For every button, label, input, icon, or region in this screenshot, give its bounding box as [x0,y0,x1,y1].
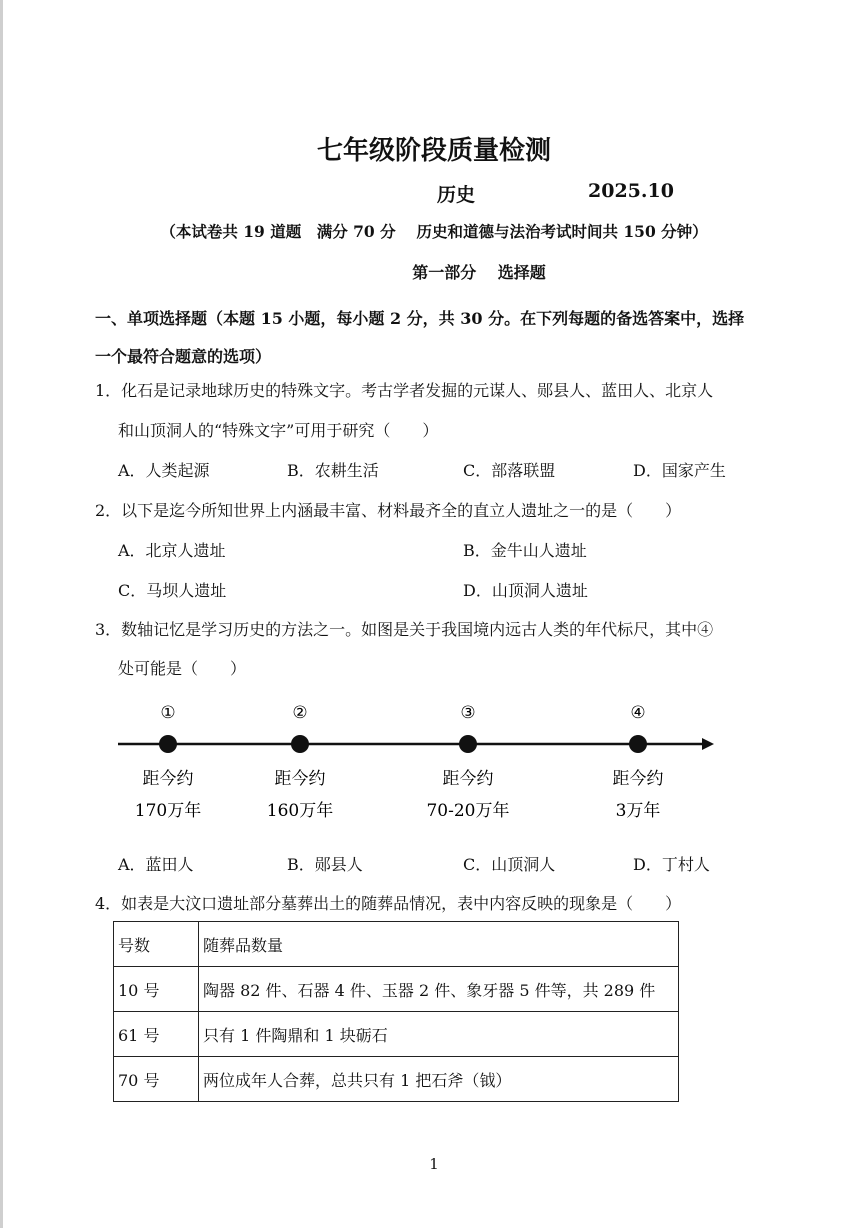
page-edge [0,0,3,1228]
table-cell: 陶器 82 件、石器 4 件、玉器 2 件、象牙器 5 件等，共 289 件 [199,967,679,1012]
exam-note: （本试卷共 19 道题 满分 70 分 历史和道德与法治考试时间共 150 分钟） [160,222,708,241]
part-heading: 第一部分 选择题 [412,263,546,282]
question-1-line-2: 和山顶洞人的“特殊文字”可用于研究（ ） [118,421,439,440]
timeline-dot-4 [629,735,647,753]
timeline-point-2 [267,703,333,821]
question-3-line-1: 3．数轴记忆是学习历史的方法之一。如图是关于我国境内远古人类的年代标尺，其中④ [95,620,714,639]
question-2-option-a: A．北京人遗址 [118,541,226,560]
question-3-line-2: 处可能是（ ） [118,659,247,678]
question-2-option-b: B．金牛山人遗址 [463,541,587,560]
table-header-cell: 随葬品数量 [199,922,679,967]
timeline-figure [110,698,720,833]
table-row [114,967,679,1012]
section-line-2: 一个最符合题意的选项） [95,347,272,366]
question-3-option-c: C．山顶洞人 [463,855,556,874]
question-1-option-a: A．人类起源 [118,461,210,480]
timeline-dot-2 [291,735,309,753]
timeline-num-3: ③ [460,703,476,723]
section-instructions [95,300,744,376]
exam-subject: 历史 [437,184,476,206]
section-line-1: 一、单项选择题（本题 15 小题，每小题 2 分，共 30 分。在下列每题的备选答案中，选择 [95,309,745,328]
table-cell: 只有 1 件陶鼎和 1 块砺石 [199,1012,679,1057]
question-1-line-1: 1．化石是记录地球历史的特殊文字。考古学者发掘的元谋人、郧县人、蓝田人、北京人 [95,381,714,400]
table-cell: 10 号 [114,967,199,1012]
table-cell: 61 号 [114,1012,199,1057]
timeline-label-4b: 3万年 [615,801,661,821]
timeline-label-3a: 距今约 [442,769,494,789]
timeline-point-1 [135,703,201,821]
question-1-option-c: C．部落联盟 [463,461,556,480]
exam-date: 2025.10 [588,180,674,202]
timeline-dot-3 [459,735,477,753]
timeline-label-1a: 距今约 [142,769,194,789]
question-1-option-b: B．农耕生活 [287,461,379,480]
timeline-label-2a: 距今约 [274,769,326,789]
question-1-option-d: D．国家产生 [633,461,726,480]
burial-goods-table [113,921,679,1102]
question-3-option-b: B．郧县人 [287,855,363,874]
table-row [114,1057,679,1102]
page-number: 1 [429,1155,439,1173]
timeline-num-4: ④ [630,703,646,723]
question-3-option-d: D．丁村人 [633,855,710,874]
question-2-line-1: 2．以下是迄今所知世界上内涵最丰富、材料最齐全的直立人遗址之一的是（ ） [95,501,682,520]
timeline-label-4a: 距今约 [612,769,664,789]
timeline-dot-1 [159,735,177,753]
question-2-option-d: D．山顶洞人遗址 [463,581,588,600]
table-row [114,1012,679,1057]
timeline-num-1: ① [160,703,176,723]
timeline-label-3b: 70-20万年 [426,801,510,821]
timeline-label-1b: 170万年 [134,801,202,821]
table-cell: 两位成年人合葬，总共只有 1 把石斧（钺） [199,1057,679,1102]
timeline-point-4 [613,703,664,821]
table-cell: 70 号 [114,1057,199,1102]
table-header-cell: 号数 [114,922,199,967]
timeline-num-2: ② [292,703,308,723]
question-2-option-c: C．马坝人遗址 [118,581,227,600]
question-3-option-a: A．蓝田人 [118,855,194,874]
exam-title: 七年级阶段质量检测 [316,136,551,166]
table-header-row [114,922,679,967]
timeline-label-2b: 160万年 [266,801,334,821]
timeline-point-3 [426,703,509,821]
timeline-arrow [702,738,714,750]
question-4-line-1: 4．如表是大汶口遗址部分墓葬出土的随葬品情况，表中内容反映的现象是（ ） [95,894,682,913]
